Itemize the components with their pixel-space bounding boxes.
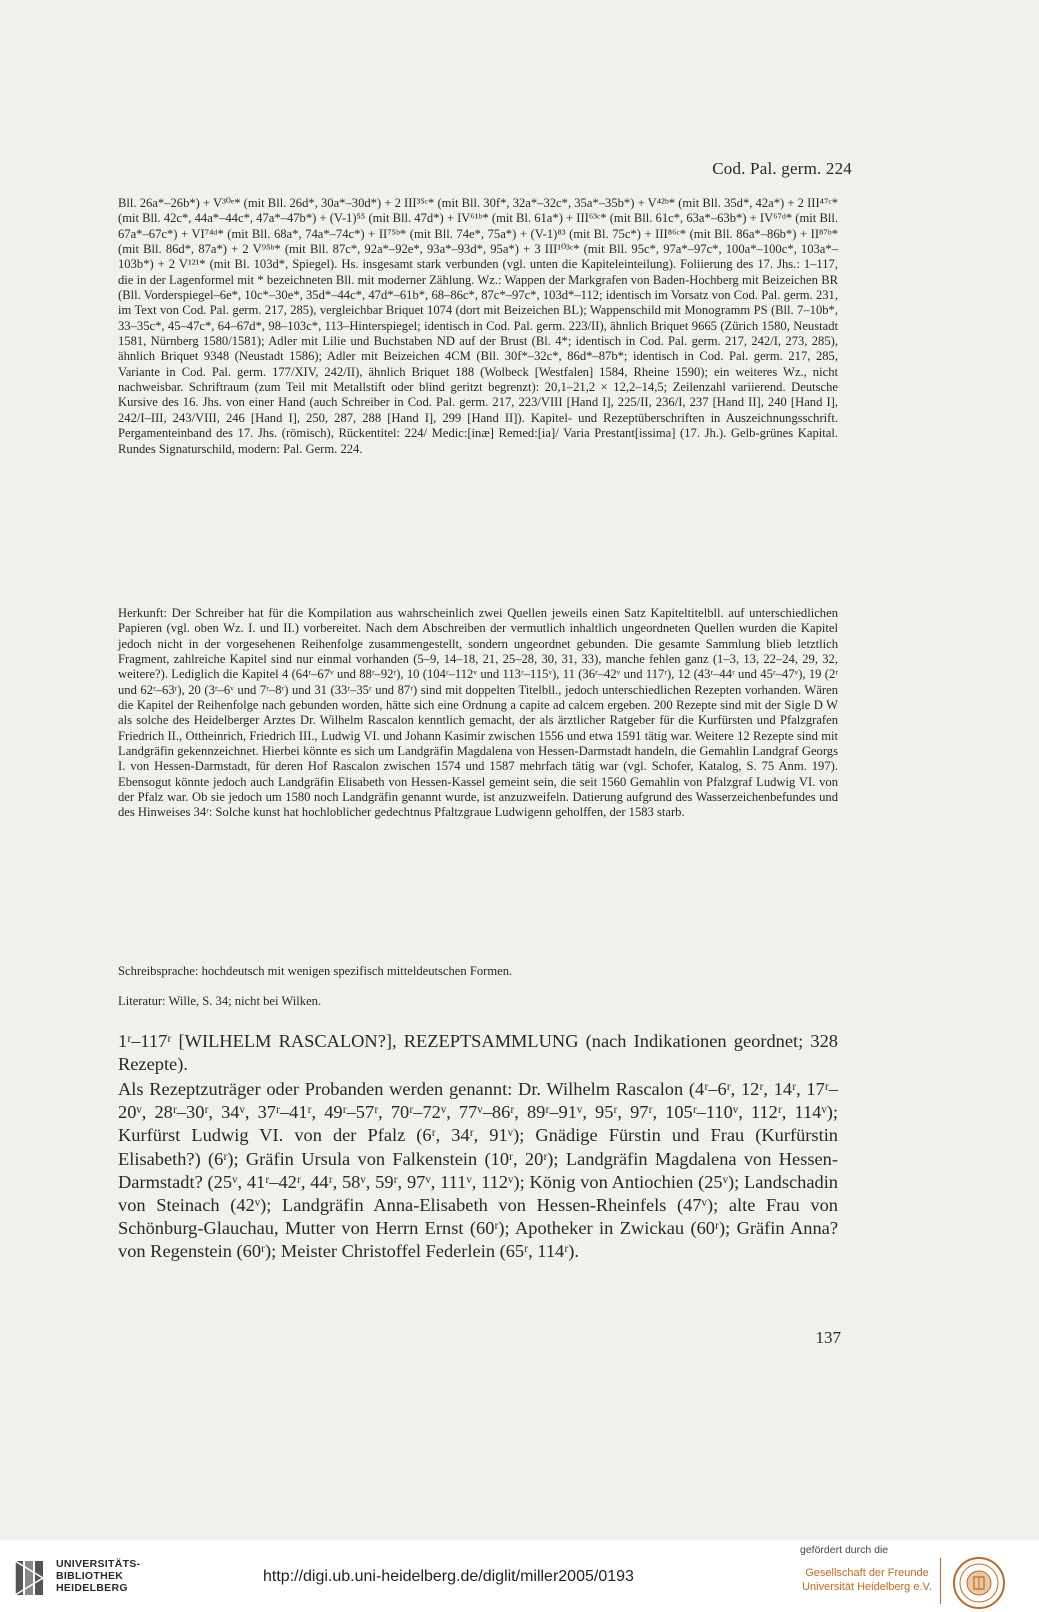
running-header: Cod. Pal. germ. 224	[712, 159, 852, 178]
library-name-line3: HEIDELBERG	[56, 1582, 128, 1594]
viewer-footer	[0, 1540, 1039, 1612]
page-number: 137	[815, 1328, 841, 1347]
entry-title: 1ʳ–117ʳ [WILHELM RASCALON?], REZEPTSAMMLUNG (nach Indikationen geordnet; 328 Rezepte).	[118, 1031, 838, 1075]
codicological-description: Bll. 26a*–26b*) + V³⁰ᵉ* (mit Bll. 26d*, 30a*–30d*) + 2 III³⁵ᶜ* (mit Bll. 30f*, 32a*–32c*, 35a*–35b*) + V⁴²ᵇ* (mit Bll. 35d*, 42a*) + 2 III⁴⁷ᶜ* (mit Bll. 42c*, 44a*–44c*, 47a*–47b*) + (V-1)⁵⁵ (mit Bll. 47d*) + IV⁶¹ᵇ* (mit Bl. 61a*) + III⁶³ᶜ* (mit Bll. 61c*, 63a*–63b*) + IV⁶⁷ᵈ* (mit Bll. 67a*–67c*) + VI⁷⁴ᵈ* (mit Bll. 68a*, 74a*–74c*) + II⁷⁵ᵇ* (mit Bll. 74e*, 75a*) + (V-1)⁸³ (mit Bl. 75c*) + III⁸⁶ᶜ* (mit Bll. 86a*–86b*) + II⁸⁷ᵇ* (mit Bll. 86d*, 87a*) + 2 V⁹⁵ᵇ* (mit Bll. 87c*, 92a*–92e*, 93a*–93d*, 95a*) + 3 III¹⁰³ᶜ* (mit Bll. 95c*, 97a*–97c*, 100a*–100c*, 103a*–103b*) + 2 V¹²¹* (mit Bl. 103d*, Spiegel). Hs. insgesamt stark verbunden (vgl. unten die Kapiteleinteilung). Foliierung des 17. Jhs.: 1–117, die in der Lagenformel mit * bezeichneten Bll. mit moderner Zählung. Wz.: Wappen der Markgrafen von Baden-Hochberg mit Beizeichen BR (Bll. Vorderspiegel–6e*, 10c*–30e*, 35d*–44c*, 47d*–61b*, 68–86c*, 87c*–97c*, 103d*–112; identisch im Vorsatz von Cod. Pal. germ. 231, im Text von Cod. Pal. germ. 217, 285), vergleichbar Briquet 1074 (dort mit Beizeichen BL); Wappenschild mit Monogramm PS (Bll. 7–10b*, 33–35c*, 45–47c*, 64–67d*, 98–103c*, 113–Hinterspiegel; identisch in Cod. Pal. germ. 223/II), ähnlich Briquet 9665 (Zürich 1580, Neustadt 1581, Nürnberg 1580/1581); Adler mit Lilie und Buchstaben ND auf der Brust (Bl. 4*; identisch in Cod. Pal. germ. 217, 242/I, 273, 285), ähnlich Briquet 9348 (Neustadt 1586); Adler mit Beizeichen 4CM (Bll. 30f*–32c*, 86d*–87b*; identisch in Cod. Pal. germ. 217, 285, Variante in Cod. Pal. germ. 177/XIV, 242/II), ähnlich Briquet 188 (Wolbeck [Westfalen] 1584, Rheine 1590); ein weiteres Wz., nicht nachweisbar. Schriftraum (zum Teil mit Metallstift oder blind geritzt begrenzt): 20,1–21,2 × 12,2–14,5; Zeilenzahl variierend. Deutsche Kursive des 16. Jhs. von einer Hand (auch Schreiber in Cod. Pal. germ. 217, 223/VIII [Hand I], 225/II, 236/I, 237 [Hand II], 240 [Hand I], 242/I–III, 243/VIII, 246 [Hand I], 250, 287, 288 [Hand I], 299 [Hand II]). Kapitel- und Rezeptüberschriften in Auszeichnungsschrift. Pergamenteinband des 17. Jhs. (römisch), Rückentitel: 224/ Medic:[inæ] Remed:[ia]/ Varia Prestant[issima] (17. Jh.). Gelb-grünes Kapital. Rundes Signaturschild, modern: Pal. Germ. 224.	[118, 196, 838, 456]
library-logo-icon	[14, 1560, 44, 1596]
permalink-url[interactable]: http://digi.ub.uni-heidelberg.de/diglit/miller2005/0193	[263, 1568, 634, 1585]
language-note: Schreibsprache: hochdeutsch mit wenigen spezifisch mitteldeutschen Formen.	[118, 964, 513, 978]
library-name-line1: UNIVERSITÄTS-	[56, 1558, 141, 1570]
sponsor-name-line2: Universität Heidelberg e.V.	[802, 1581, 932, 1593]
literature-note: Literatur: Wille, S. 34; nicht bei Wilken.	[118, 994, 322, 1008]
sponsor-name-line1: Gesellschaft der Freunde	[805, 1567, 929, 1579]
provenance-paragraph: Herkunft: Der Schreiber hat für die Kompilation aus wahrscheinlich zwei Quellen jeweils einen Satz Kapiteltitelbll. auf unterschiedlichen Papieren (vgl. oben Wz. I. und II.) vorbereitet. Nach dem Abschreiben der vermutlich inhaltlich ungeordneten Quellen wurden die Kapitel jedoch nicht in der vorgesehenen Reihenfolge zusammengestellt, sondern ungeordnet gebunden. Die gesamte Sammlung blieb letztlich Fragment, zahlreiche Kapitel sind nur einmal vorhanden (5–9, 14–18, 21, 25–28, 30, 31, 33), manche fehlen ganz (1–3, 13, 22–24, 29, 32, weitere?). Lediglich die Kapitel 4 (64ʳ–67ᵛ und 88ʳ–92ʳ), 10 (104ʳ–112ᵛ und 113ʳ–115ᵛ), 11 (36ʳ–42ᵛ und 117ʳ), 12 (43ʳ–44ʳ und 45ʳ–47ᵛ), 19 (2ʳ und 62ʳ–63ʳ), 20 (3ʳ–6ᵛ und 7ʳ–8ʳ) und 31 (33ʳ–35ʳ und 87ʳ) sind mit doppelten Titelbll., jedoch unterschiedlichen Rezepten vorhanden. Wären die Kapitel der Reihenfolge nach gebunden worden, hätte sich eine Ordnung a capite ad calcem ergeben. 200 Rezepte sind mit der Sigle D W als solche des Heidelberger Arztes Dr. Wilhelm Rascalon kenntlich gemacht, der als ärztlicher Ratgeber für die Kurfürsten und Pfalzgrafen Friedrich II., Ottheinrich, Friedrich III., Ludwig VI. und Johann Kasimir zwischen 1556 und etwa 1591 tätig war. Weitere 12 Rezepte sind mit Landgräfin gekennzeichnet. Hierbei könnte es sich um Landgräfin Magdalena von Hessen-Darmstadt handeln, die Gemahlin Landgraf Georgs I. von Hessen-Darmstadt, für deren Hof Rascalon zwischen 1574 und 1587 mehrfach tätig war (vgl. Schofer, Katalog, S. 75 Anm. 197). Ebensogut könnte jedoch auch Landgräfin Elisabeth von Hessen-Kassel gemeint sein, die seit 1560 Gemahlin von Pfalzgraf Ludwig VI. von der Pfalz war. Ob sie jedoch um 1580 noch Landgräfin genannt wurde, ist anzuzweifeln. Datierung aufgrund des Wasserzeichenbefundes und des Hinweises 34ʳ: Solche kunst hat hochloblicher gedechtnus Pfaltzgraue Ludwigenn geholffen, der 1583 starb.	[118, 606, 838, 820]
university-seal-icon	[952, 1556, 1006, 1610]
library-name-line2: BIBLIOTHEK	[56, 1570, 124, 1582]
sponsor-label: gefördert durch die	[800, 1544, 889, 1556]
sponsor-name	[800, 1566, 934, 1594]
library-name	[56, 1558, 140, 1594]
footer-divider	[940, 1558, 941, 1604]
entry-body: Als Rezeptzuträger oder Probanden werden genannt: Dr. Wilhelm Rascalon (4ʳ–6ʳ, 12ʳ, 14ʳ, 17ʳ–20ᵛ, 28ʳ–30ʳ, 34ᵛ, 37ʳ–41ʳ, 49ʳ–57ʳ, 70ʳ–72ᵛ, 77ᵛ–86ʳ, 89ʳ–91ᵛ, 95ʳ, 97ʳ, 105ʳ–110ᵛ, 112ʳ, 114ᵛ); Kurfürst Ludwig VI. von der Pfalz (6ʳ, 34ʳ, 91ᵛ); Gnädige Fürstin und Frau (Kurfürstin Elisabeth?) (6ʳ); Gräfin Ursula von Falkenstein (10ʳ, 20ʳ); Landgräfin Magdalena von Hessen-Darmstadt? (25ᵛ, 41ʳ–42ʳ, 44ʳ, 58ᵛ, 59ʳ, 97ᵛ, 111ᵛ, 112ᵛ); König von Antiochien (25ᵛ); Landschadin von Steinach (42ᵛ); Landgräfin Anna-Elisabeth von Hessen-Rheinfels (47ᵛ); alte Frau von Schönburg-Glauchau, Mutter von Herrn Ernst (60ʳ); Apotheker in Zwickau (60ʳ); Gräfin Anna? von Regenstein (60ʳ); Meister Christoffel Federlein (65ʳ, 114ʳ).	[118, 1079, 838, 1262]
